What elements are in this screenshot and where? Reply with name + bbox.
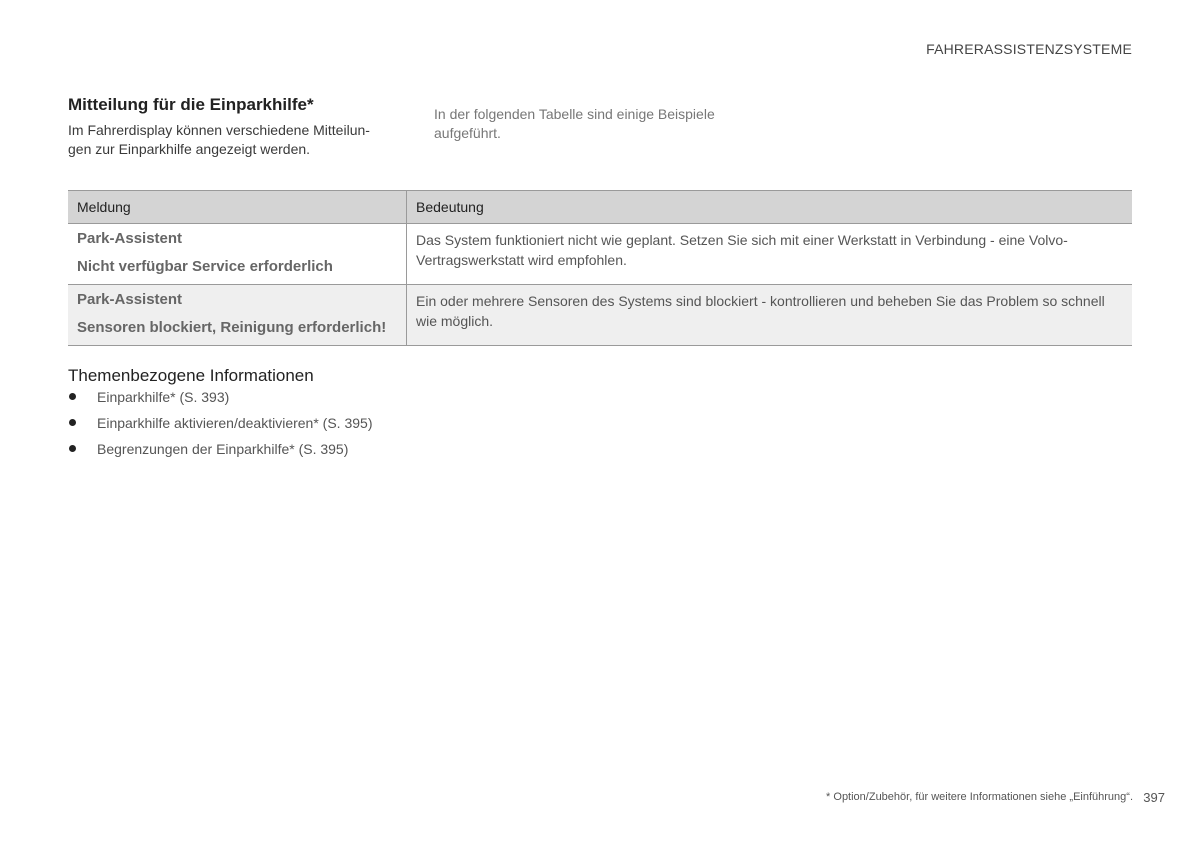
related-info-title: Themenbezogene Informationen — [68, 366, 314, 385]
bullet-icon — [69, 419, 76, 426]
table-row — [68, 224, 1132, 285]
intro-right-line: In der folgenden Tabelle sind einige Beispiele — [434, 106, 715, 122]
message-cell — [68, 285, 407, 346]
bullet-icon — [69, 393, 76, 400]
meaning-text: Ein oder mehrere Sensoren des Systems sind blockiert - kontrollieren und beheben Sie das Problem so schnell wie möglich. — [416, 293, 1105, 329]
message-line: Nicht verfügbar Service erforderlich — [77, 258, 333, 275]
message-line: Park-Assistent — [77, 230, 183, 247]
meaning-text: Das System funktioniert nicht wie geplant. Setzen Sie sich mit einer Werkstatt in Verbindung - eine Volvo-Vertragswerkstatt wird empfohlen. — [416, 232, 1068, 268]
related-info-list — [68, 387, 372, 465]
footnote: * Option/Zubehör, für weitere Informationen siehe „Einführung“. — [826, 791, 1133, 803]
section-header: FAHRERASSISTENZSYSTEME — [926, 41, 1132, 57]
related-link-limitations[interactable] — [68, 439, 372, 465]
related-link-label: Einparkhilfe* (S. 393) — [97, 389, 230, 405]
table-header-row — [68, 191, 1132, 224]
intro-text-right — [434, 105, 764, 143]
intro-left-line: gen zur Einparkhilfe angezeigt werden. — [68, 141, 311, 157]
related-link-einparkhilfe[interactable] — [68, 387, 372, 413]
message-cell — [68, 224, 407, 285]
related-link-label: Begrenzungen der Einparkhilfe* (S. 395) — [97, 441, 349, 457]
message-table — [68, 190, 1132, 346]
related-link-activate[interactable] — [68, 413, 372, 439]
page-heading: Mitteilung für die Einparkhilfe* — [68, 95, 314, 114]
intro-left-line: Im Fahrerdisplay können verschiedene Mitteilun- — [68, 122, 370, 138]
bullet-icon — [69, 445, 76, 452]
column-header-message: Meldung — [68, 191, 407, 224]
intro-text-left — [68, 121, 408, 159]
related-link-label: Einparkhilfe aktivieren/deaktivieren* (S. 395) — [97, 415, 373, 431]
meaning-cell — [407, 224, 1133, 285]
table-row — [68, 285, 1132, 346]
intro-right-line: aufgeführt. — [434, 125, 501, 141]
column-header-meaning: Bedeutung — [407, 191, 1133, 224]
meaning-cell — [407, 285, 1133, 346]
page-number: 397 — [1143, 790, 1165, 805]
message-line: Park-Assistent — [77, 291, 183, 308]
message-line: Sensoren blockiert, Reinigung erforderlich! — [77, 319, 387, 336]
